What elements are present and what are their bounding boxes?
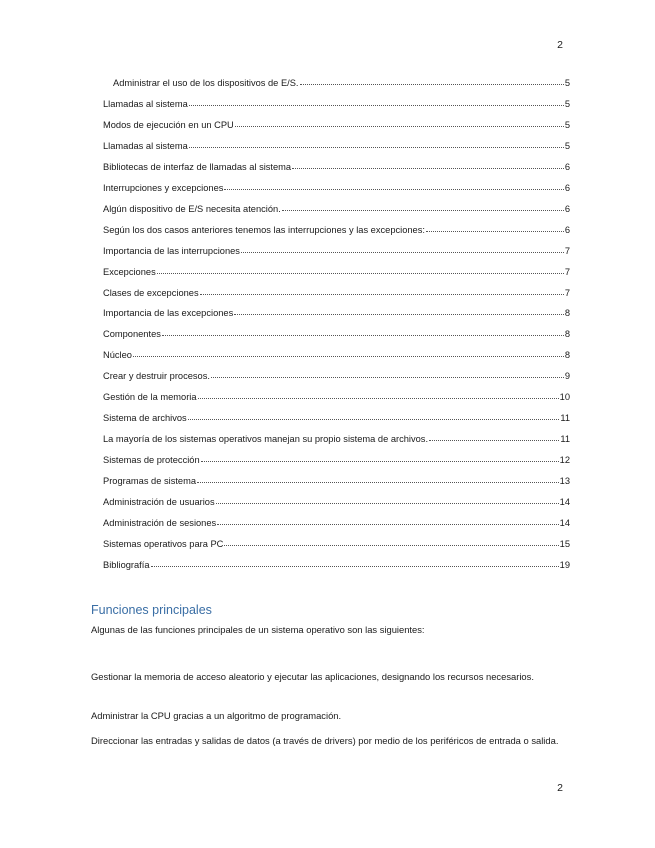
toc-entry[interactable] [103,245,570,259]
section-intro: Algunas de las funciones principales de un sistema operativo son las siguientes: [91,624,425,635]
toc-entry-label: Administración de usuarios [103,497,215,507]
toc-entry-label: Importancia de las excepciones [103,308,234,319]
toc-entry-page: 12 [559,455,570,466]
section-heading: Funciones principales [91,603,212,617]
toc-entry[interactable] [103,433,570,447]
toc-entry[interactable] [103,538,570,552]
toc-entry[interactable] [103,307,570,321]
toc-entry-page: 14 [559,517,570,528]
toc-leader-dots [189,139,564,148]
toc-leader-dots [292,160,564,169]
toc-entry[interactable] [103,266,570,280]
toc-entry[interactable] [103,224,570,238]
toc-entry-page: 5 [564,140,570,151]
toc-entry-page: 13 [559,476,570,487]
toc-entry[interactable] [103,328,570,342]
toc-entry-label: Clases de excepciones [103,287,199,298]
toc-entry-page: 6 [564,182,570,193]
toc-entry-label: Crear y destruir procesos. [103,371,210,382]
toc-leader-dots [157,265,564,274]
toc-entry-page: 7 [564,266,570,277]
toc-entry-label: Llamadas al sistema [103,98,188,109]
toc-entry[interactable] [103,475,570,489]
toc-entry-page: 7 [564,287,570,298]
toc-entry-label: Administrar el uso de los dispositivos de E/S. [113,78,299,88]
toc-entry[interactable] [103,559,570,573]
toc-entry[interactable] [103,454,570,468]
page-number-top: 2 [557,39,563,51]
toc-entry[interactable] [103,287,570,301]
toc-entry-page: 14 [559,497,570,507]
toc-entry[interactable] [113,77,570,91]
toc-entry-page: 5 [564,98,570,109]
toc-leader-dots [211,369,564,378]
toc-entry-page: 10 [559,392,570,403]
toc-entry-label: Bibliotecas de interfaz de llamadas al sistema [103,161,292,172]
toc-leader-dots [197,474,559,483]
toc-entry-page: 19 [559,559,570,570]
toc-leader-dots [282,202,564,211]
page-number-bottom: 2 [557,782,563,794]
toc-entry-label: Interrupciones y excepciones [103,182,224,193]
toc-entry-page: 11 [560,413,570,424]
toc-leader-dots [224,181,563,190]
toc-entry-page: 7 [564,245,570,256]
toc-entry-page: 5 [564,78,570,88]
toc-leader-dots [198,390,559,399]
toc-entry[interactable] [103,349,570,363]
toc-leader-dots [133,348,564,357]
toc-entry-page: 9 [564,371,570,382]
toc-entry-label: Según los dos casos anteriores tenemos las interrupciones y las excepciones: [103,224,425,235]
toc-entry-page: 5 [564,119,570,130]
toc-leader-dots [189,97,564,106]
toc-entry-page: 11 [560,434,570,445]
toc-leader-dots [162,327,564,336]
paragraph: Gestionar la memoria de acceso aleatorio y ejecutar las aplicaciones, designando los recursos necesarios. [91,671,534,682]
toc-entry[interactable] [103,203,570,217]
toc-leader-dots [224,537,558,546]
toc-entry[interactable] [103,161,570,175]
paragraph: Administrar la CPU gracias a un algoritmo de programación. [91,710,342,721]
toc-leader-dots [216,495,559,504]
toc-entry-label: Llamadas al sistema [103,140,188,151]
toc-entry-label: Modos de ejecución en un CPU [103,119,234,130]
toc-entry-page: 15 [559,538,570,549]
toc-entry-label: Programas de sistema [103,476,197,487]
toc-entry[interactable] [103,412,570,426]
toc-entry-label: Excepciones [103,266,156,277]
toc-entry-page: 8 [564,308,570,319]
toc-entry-label: Administración de sesiones [103,517,217,528]
toc-leader-dots [200,286,564,295]
toc-entry-label: Algún dispositivo de E/S necesita atención. [103,203,281,214]
toc-entry[interactable] [103,182,570,196]
toc-entry-page: 6 [564,161,570,172]
toc-entry[interactable] [103,496,570,510]
toc-leader-dots [201,453,559,462]
toc-entry-label: Bibliografía [103,559,150,570]
toc-entry[interactable] [103,98,570,112]
toc-entry[interactable] [103,140,570,154]
toc-entry-label: Sistema de archivos [103,413,187,424]
toc-leader-dots [235,118,564,127]
toc-entry-page: 8 [564,350,570,361]
paragraph: Direccionar las entradas y salidas de datos (a través de drivers) por medio de los periféricos de entrada o salida. [91,735,559,746]
toc-entry-label: La mayoría de los sistemas operativos manejan su propio sistema de archivos. [103,434,429,445]
toc-leader-dots [151,558,559,567]
toc-entry-label: Sistemas operativos para PC [103,538,224,549]
toc-leader-dots [241,244,564,253]
toc-entry-page: 6 [564,203,570,214]
toc-entry-label: Componentes [103,329,161,340]
toc-leader-dots [429,432,559,441]
toc-leader-dots [188,411,560,420]
toc-entry-label: Sistemas de protección [103,455,200,466]
toc-leader-dots [426,223,564,232]
toc-entry-label: Gestión de la memoria [103,392,197,403]
toc-entry[interactable] [103,119,570,133]
toc-entry-page: 8 [564,329,570,340]
toc-leader-dots [300,76,564,85]
toc-entry[interactable] [103,517,570,531]
toc-entry-label: Núcleo [103,350,132,361]
toc-leader-dots [217,516,558,525]
toc-entry[interactable] [103,391,570,405]
toc-entry[interactable] [103,370,570,384]
toc-entry-page: 6 [564,224,570,235]
toc-leader-dots [234,306,564,315]
toc-entry-label: Importancia de las interrupciones [103,245,240,256]
